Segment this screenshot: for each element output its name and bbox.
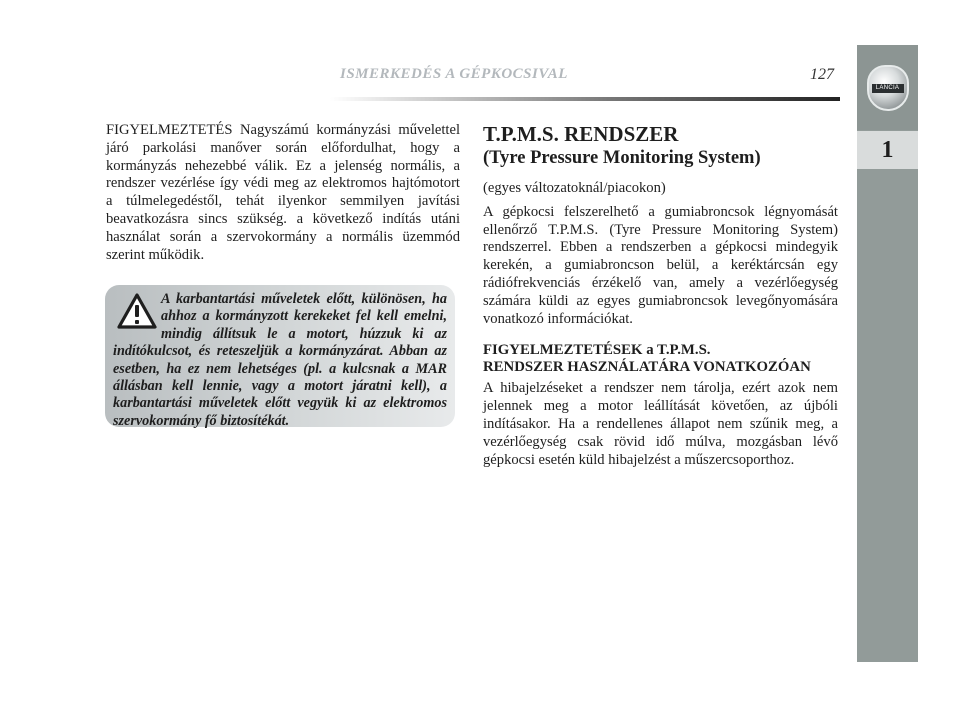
chapter-tab[interactable]: 1 xyxy=(857,131,918,169)
tpms-warnings-text: A hibajelzéseket a rendszer nem tárolja, ezért azok nem jelennek meg a motor leállítását követően, az újbóli indításakor. Ha a rendellenes állapot nem szűnik meg, a vezérlőegység csak rövid idő múlva, mozgásban lévő gépkocsi esetén küld hibajelzést a műszercsoporthoz. xyxy=(483,380,838,468)
tpms-warnings-heading xyxy=(483,342,838,376)
lancia-logo-icon xyxy=(867,65,909,111)
subheading-line-2: RENDSZER HASZNÁLATÁRA VONATKOZÓAN xyxy=(483,359,811,376)
tpms-description: A gépkocsi felszerelhető a gumiabroncsok légnyomását ellenőrző T.P.M.S. (Tyre Pressure Monitoring System) rendszerrel. Ebben a rendszerben a gépkocsi mindegyik kerekén, a gumiabroncson belül, a keréktárcsán egy rádiófrekvenciás érzékelő van, amely a vezérlőegység számára küldi az egyes gumiabroncsok levegőnyomására vonatkozó információkat. xyxy=(483,203,838,327)
logo-box xyxy=(857,45,918,130)
warning-paragraph: FIGYELMEZTETÉS Nagyszámú kormányzási művelettel járó parkolási manőver során előfordulhat, hogy a kormányzás nehezebbé válik. Ez a jelenség normális, a rendszer vezérlése így védi meg az elektromos hajtómotort a túlmelegedéstől, tehát ilyenkor semmilyen javítási beavatkozásra sincs szükség. a következő indítás utáni használat során a szervokormány a normális üzemmód szerint működik. xyxy=(106,122,460,263)
subheading-line-1: FIGYELMEZTETÉSEK a T.P.M.S. xyxy=(483,342,711,359)
page-number: 127 xyxy=(810,66,834,83)
availability-note: (egyes változatoknál/piacokon) xyxy=(483,180,666,196)
right-column xyxy=(483,122,838,469)
section-title: T.P.M.S. RENDSZER xyxy=(483,122,679,146)
section-subtitle: (Tyre Pressure Monitoring System) xyxy=(483,148,761,168)
warning-text: A karbantartási műveletek előtt, különösen, ha ahhoz a kormányzott kerekeket fel kell emelni, mindig állítsuk le a motort, húzzuk ki az indítókulcsot, és reteszeljük a kormányzárat. Abban az esetben, ha ez nem lehetséges (pl. a kulcsnak a MAR állásban kell lennie, vagy a motort járatni kell), a karbantartási műveletek előtt vegyük ki az elektromos szervokormány fő biztosítékát. xyxy=(113,291,447,429)
left-column xyxy=(106,122,460,264)
logo-text: LANCIA xyxy=(872,84,904,93)
warning-box xyxy=(105,285,455,427)
running-header: ISMERKEDÉS A GÉPKOCSIVAL xyxy=(340,66,568,82)
header-rule xyxy=(330,97,840,101)
